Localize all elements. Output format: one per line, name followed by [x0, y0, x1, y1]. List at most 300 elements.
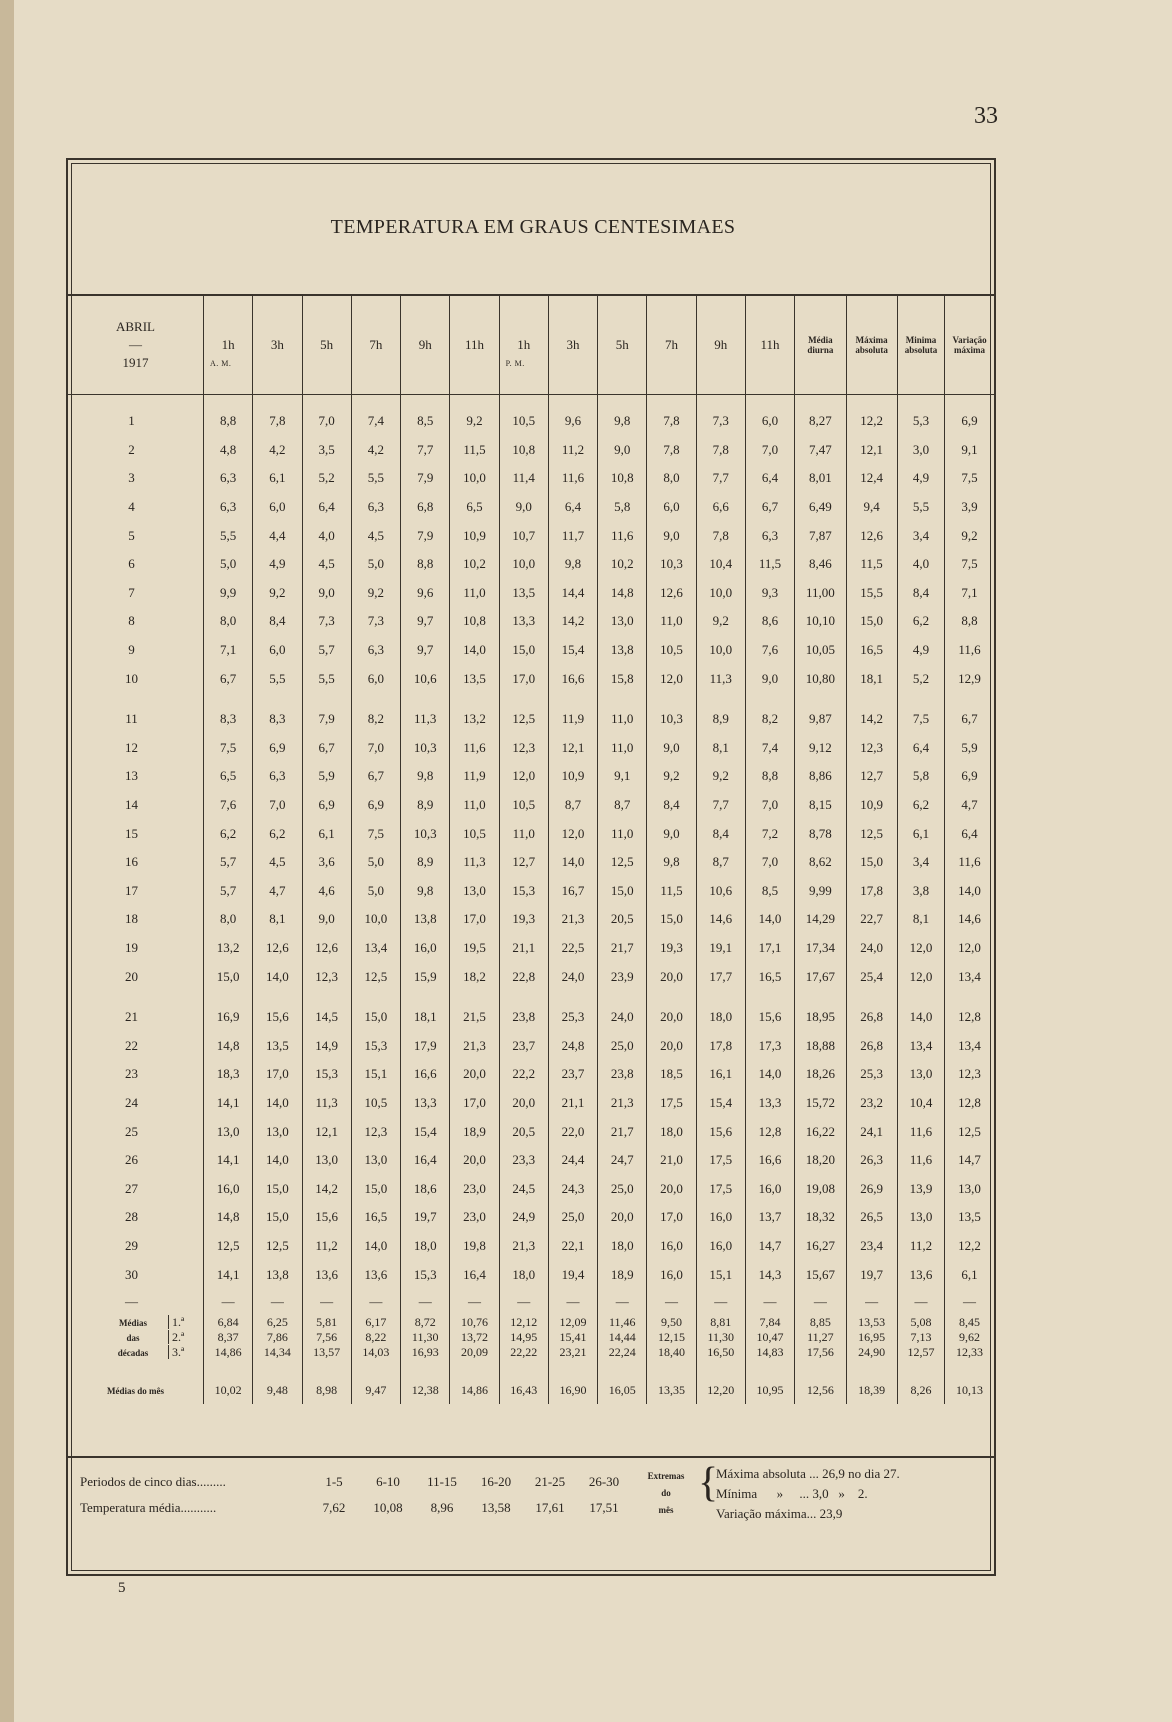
temp-cell: 21,3: [450, 1031, 499, 1060]
temp-cell: 10,2: [450, 550, 499, 579]
temp-cell: 10,9: [548, 762, 597, 791]
spacer-cell: [897, 395, 944, 408]
spacer-cell: [204, 991, 253, 1003]
temp-cell: 12,6: [302, 934, 351, 963]
temp-cell: 6,4: [302, 493, 351, 522]
temp-cell: 7,7: [696, 791, 745, 820]
temp-cell: 8,1: [253, 905, 302, 934]
decade-mean-cell: 11,30: [401, 1330, 450, 1345]
spacer-cell: [68, 395, 204, 408]
temp-cell: 6,49: [795, 493, 846, 522]
temp-cell: 17,0: [253, 1060, 302, 1089]
temp-cell: 15,0: [647, 905, 696, 934]
day-cell: 28: [125, 1209, 138, 1225]
temp-cell: 11,7: [548, 521, 597, 550]
temp-cell: 17,1: [745, 934, 794, 963]
temp-cell: 15,3: [401, 1260, 450, 1289]
spacer-cell: [548, 991, 597, 1003]
temp-cell: 15,0: [351, 1174, 400, 1203]
temp-cell: 10,5: [450, 819, 499, 848]
temp-cell: 8,4: [696, 819, 745, 848]
table-row: [68, 905, 994, 934]
temp-cell: 13,2: [204, 934, 253, 963]
temp-cell: 8,8: [745, 762, 794, 791]
spacer-cell: [647, 1360, 696, 1378]
temp-cell: 7,0: [745, 848, 794, 877]
temp-cell: 5,5: [897, 493, 944, 522]
temp-cell: 20,5: [598, 905, 647, 934]
temp-cell: 15,1: [351, 1060, 400, 1089]
temp-cell: 11,9: [548, 705, 597, 734]
temp-cell: 11,6: [598, 521, 647, 550]
temp-cell: 14,1: [204, 1089, 253, 1118]
temp-cell: 8,46: [795, 550, 846, 579]
spacer-cell: [745, 395, 794, 408]
temp-cell: 6,8: [401, 493, 450, 522]
table-row: [68, 521, 994, 550]
temp-cell: 8,7: [598, 791, 647, 820]
temp-cell: 8,7: [548, 791, 597, 820]
temp-cell: 4,9: [897, 464, 944, 493]
temp-cell: 4,5: [302, 550, 351, 579]
temp-cell: 12,0: [897, 934, 944, 963]
temp-cell: 14,6: [696, 905, 745, 934]
temp-cell: 12,0: [548, 819, 597, 848]
table-row: [68, 705, 994, 734]
dash-cell: —: [945, 1289, 994, 1315]
temp-cell: 10,4: [897, 1089, 944, 1118]
spacer-cell: [897, 693, 944, 705]
decade-mean-cell: 11,27: [795, 1330, 846, 1345]
temp-cell: 19,5: [450, 934, 499, 963]
table-row: [68, 1260, 994, 1289]
temp-cell: 17,51: [589, 1500, 619, 1515]
dash-cell: —: [696, 1289, 745, 1315]
spacer-cell: [548, 1360, 597, 1378]
temp-cell: 9,0: [647, 521, 696, 550]
temp-cell: 14,8: [598, 579, 647, 608]
temp-cell: 8,1: [897, 905, 944, 934]
temp-cell: 5,5: [302, 664, 351, 693]
temp-cell: 8,62: [795, 848, 846, 877]
temp-cell: 5,3: [897, 407, 944, 436]
table-row: [68, 877, 994, 906]
temp-cell: 8,27: [795, 407, 846, 436]
temp-cell: 6,7: [945, 705, 994, 734]
temp-cell: 11,2: [897, 1232, 944, 1261]
temp-cell: 8,2: [745, 705, 794, 734]
spacer-row: [68, 693, 994, 705]
dash-row: [68, 1289, 994, 1315]
spacer-cell: [897, 1360, 944, 1378]
temp-cell: 4,5: [351, 521, 400, 550]
temp-cell: 5,7: [204, 877, 253, 906]
day-cell: 10: [125, 670, 138, 686]
temp-cell: 13,4: [897, 1031, 944, 1060]
temp-cell: 9,3: [745, 579, 794, 608]
table-row: [68, 607, 994, 636]
spacer-cell: [68, 693, 204, 705]
temp-cell: 10,0: [696, 636, 745, 665]
day-cell: 13: [125, 768, 138, 784]
temp-cell: 3,4: [897, 848, 944, 877]
temp-cell: 8,4: [253, 607, 302, 636]
temp-cell: 24,8: [548, 1031, 597, 1060]
temp-cell: 11,0: [598, 734, 647, 763]
temp-cell: 4,9: [897, 636, 944, 665]
temp-cell: 14,2: [846, 705, 897, 734]
spacer-cell: [302, 1360, 351, 1378]
temp-cell: 7,5: [897, 705, 944, 734]
temp-cell: 5,7: [204, 848, 253, 877]
temp-cell: 8,5: [745, 877, 794, 906]
decade-mean-cell: 12,15: [647, 1330, 696, 1345]
temp-cell: 15,6: [302, 1203, 351, 1232]
decade-mean-cell: 13,57: [302, 1345, 351, 1360]
decade-mean-cell: 13,72: [450, 1330, 499, 1345]
temp-cell: 18,95: [795, 1003, 846, 1032]
temp-cell: 11,6: [548, 464, 597, 493]
periods-label: Periodos de cinco dias.........: [80, 1474, 226, 1489]
temp-cell: 15,4: [401, 1117, 450, 1146]
temp-cell: 10,3: [401, 734, 450, 763]
temp-cell: 13,5: [499, 579, 548, 608]
temp-cell: 9,6: [401, 579, 450, 608]
spacer-cell: [598, 991, 647, 1003]
temp-cell: 23,4: [846, 1232, 897, 1261]
temp-cell: 7,62: [322, 1500, 346, 1515]
temp-cell: 18,32: [795, 1203, 846, 1232]
temp-cell: 10,3: [647, 550, 696, 579]
temp-cell: 11,0: [647, 607, 696, 636]
temp-cell: 15,0: [253, 1203, 302, 1232]
temp-cell: 5,5: [351, 464, 400, 493]
decade-mean-cell: 7,86: [253, 1330, 302, 1345]
spacer-cell: [647, 395, 696, 408]
temp-cell: 16,0: [745, 1174, 794, 1203]
temp-cell: 25,4: [846, 962, 897, 991]
temp-cell: 16,5: [745, 962, 794, 991]
temp-cell: 5,2: [897, 664, 944, 693]
temp-cell: 15,67: [795, 1260, 846, 1289]
temp-cell: 15,1: [696, 1260, 745, 1289]
temp-cell: 15,4: [696, 1089, 745, 1118]
temp-cell: 9,8: [548, 550, 597, 579]
spacer-cell: [696, 991, 745, 1003]
temp-cell: 12,6: [846, 521, 897, 550]
temp-cell: 7,5: [945, 464, 994, 493]
table-row: [68, 464, 994, 493]
temp-cell: 24,0: [598, 1003, 647, 1032]
temp-cell: 6,3: [204, 464, 253, 493]
temp-cell: 16,4: [401, 1146, 450, 1175]
temp-cell: 15,6: [253, 1003, 302, 1032]
temp-cell: 7,7: [401, 436, 450, 465]
temp-cell: 9,1: [945, 436, 994, 465]
decade-mean-cell: 18,40: [647, 1345, 696, 1360]
spacer-cell: [499, 1360, 548, 1378]
temp-cell: 12,8: [745, 1117, 794, 1146]
month-mean-row: [68, 1378, 994, 1404]
decade-mean-cell: 16,50: [696, 1345, 745, 1360]
header-media-diurna: Média diurna: [795, 296, 846, 395]
temp-cell: 13,0: [598, 607, 647, 636]
temp-cell: 6,3: [351, 493, 400, 522]
temp-cell: 4,0: [302, 521, 351, 550]
decade-ordinal: 1.ª: [168, 1315, 184, 1329]
temp-cell: 4,5: [253, 848, 302, 877]
decade-mean-cell: 11,30: [696, 1330, 745, 1345]
temp-cell: 13,8: [598, 636, 647, 665]
temp-cell: 10,4: [696, 550, 745, 579]
temp-cell: 21,3: [499, 1232, 548, 1261]
temp-cell: 14,0: [745, 1060, 794, 1089]
period-cell: 21-25: [534, 1474, 566, 1489]
spacer-cell: [795, 693, 846, 705]
table-row: [68, 848, 994, 877]
decade-mean-label: [68, 1330, 204, 1345]
temp-cell: 8,86: [795, 762, 846, 791]
temp-cell: 6,1: [253, 464, 302, 493]
temp-cell: 14,7: [945, 1146, 994, 1175]
temp-cell: 14,0: [745, 905, 794, 934]
temp-cell: 23,8: [499, 1003, 548, 1032]
temp-cell: 7,0: [745, 436, 794, 465]
spacer-cell: [846, 1360, 897, 1378]
temp-cell: 18,0: [598, 1232, 647, 1261]
temp-cell: 7,3: [351, 607, 400, 636]
temp-cell: 5,2: [302, 464, 351, 493]
temp-cell: 8,96: [430, 1500, 454, 1515]
spacer-cell: [548, 395, 597, 408]
temp-cell: 16,7: [548, 877, 597, 906]
temp-cell: 15,0: [204, 962, 253, 991]
temp-cell: 12,5: [351, 962, 400, 991]
temp-cell: 7,0: [351, 734, 400, 763]
means-label-text: das: [126, 1332, 140, 1343]
spacer-cell: [302, 693, 351, 705]
temp-cell: 6,3: [204, 493, 253, 522]
temp-cell: 6,9: [302, 791, 351, 820]
temp-cell: 15,8: [598, 664, 647, 693]
month-mean-cell: 12,38: [401, 1378, 450, 1404]
am-label: A. M.: [210, 359, 232, 368]
decade-mean-cell: 23,21: [548, 1345, 597, 1360]
temp-cell: 19,7: [401, 1203, 450, 1232]
day-cell: 23: [125, 1066, 138, 1082]
spacer-cell: [68, 1360, 204, 1378]
temp-cell: 8,5: [401, 407, 450, 436]
temp-media-label: Temperatura média...........: [80, 1500, 217, 1515]
spacer-cell: [351, 1360, 400, 1378]
table-row: [68, 819, 994, 848]
temp-cell: 17,0: [450, 905, 499, 934]
temp-cell: 17,5: [696, 1146, 745, 1175]
temp-cell: 10,2: [598, 550, 647, 579]
spacer-cell: [598, 1360, 647, 1378]
temp-cell: 16,0: [647, 1260, 696, 1289]
decade-mean-cell: 8,81: [696, 1315, 745, 1330]
header-maxima-absoluta: Máxima absoluta: [846, 296, 897, 395]
decade-mean-row: [68, 1330, 994, 1345]
temp-cell: 15,4: [548, 636, 597, 665]
decade-mean-cell: 9,62: [945, 1330, 994, 1345]
dash-cell: —: [401, 1289, 450, 1315]
temp-cell: 10,6: [401, 664, 450, 693]
day-cell: 7: [128, 584, 135, 600]
temp-cell: 9,9: [204, 579, 253, 608]
temp-cell: 10,7: [499, 521, 548, 550]
temp-cell: 18,6: [401, 1174, 450, 1203]
temp-cell: 11,3: [450, 848, 499, 877]
temp-cell: 17,0: [647, 1203, 696, 1232]
dash-cell: —: [351, 1289, 400, 1315]
spacer-cell: [795, 1360, 846, 1378]
temp-cell: 7,5: [351, 819, 400, 848]
decade-mean-cell: 14,34: [253, 1345, 302, 1360]
header-minima-absoluta: Minima absoluta: [897, 296, 944, 395]
spacer-cell: [351, 991, 400, 1003]
temp-cell: 11,5: [745, 550, 794, 579]
temp-cell: 7,8: [696, 436, 745, 465]
temp-cell: 19,1: [696, 934, 745, 963]
temp-cell: 11,3: [302, 1089, 351, 1118]
temp-cell: 12,0: [945, 934, 994, 963]
temp-cell: 23,3: [499, 1146, 548, 1175]
temp-cell: 10,10: [795, 607, 846, 636]
header-hour-7pm: 7h: [647, 296, 696, 395]
temp-cell: 13,4: [945, 962, 994, 991]
temp-cell: 14,1: [204, 1260, 253, 1289]
decade-mean-cell: 16,95: [846, 1330, 897, 1345]
temp-cell: 10,5: [499, 791, 548, 820]
temp-cell: 18,0: [499, 1260, 548, 1289]
temp-cell: 6,5: [450, 493, 499, 522]
temp-cell: 7,47: [795, 436, 846, 465]
month-mean-cell: 10,95: [745, 1378, 794, 1404]
temp-cell: 22,8: [499, 962, 548, 991]
temp-cell: 10,6: [696, 877, 745, 906]
temp-cell: 14,8: [204, 1031, 253, 1060]
temp-cell: 15,3: [351, 1031, 400, 1060]
temp-cell: 6,4: [945, 819, 994, 848]
spacer-cell: [302, 395, 351, 408]
temp-cell: 7,1: [204, 636, 253, 665]
temp-cell: 15,5: [846, 579, 897, 608]
temp-cell: 13,2: [450, 705, 499, 734]
header-hour-5pm: 5h: [598, 296, 647, 395]
temp-cell: 19,4: [548, 1260, 597, 1289]
temp-cell: 5,9: [302, 762, 351, 791]
temp-cell: 6,1: [897, 819, 944, 848]
temp-cell: 9,7: [401, 607, 450, 636]
temp-cell: 11,3: [696, 664, 745, 693]
temp-cell: 15,0: [253, 1174, 302, 1203]
decade-mean-cell: 6,84: [204, 1315, 253, 1330]
temp-cell: 8,4: [647, 791, 696, 820]
spacer-cell: [745, 1360, 794, 1378]
decade-mean-cell: 20,09: [450, 1345, 499, 1360]
temp-cell: 9,0: [745, 664, 794, 693]
temp-cell: 18,9: [450, 1117, 499, 1146]
temp-cell: 20,5: [499, 1117, 548, 1146]
temp-cell: 8,6: [745, 607, 794, 636]
header-year: 1917: [122, 355, 149, 370]
temp-cell: 7,0: [302, 407, 351, 436]
temp-cell: 6,2: [253, 819, 302, 848]
temp-cell: 3,8: [897, 877, 944, 906]
temp-cell: 7,1: [945, 579, 994, 608]
temp-cell: 12,5: [598, 848, 647, 877]
decade-mean-cell: 22,24: [598, 1345, 647, 1360]
temp-cell: 10,5: [351, 1089, 400, 1118]
temp-cell: 7,4: [745, 734, 794, 763]
temp-cell: 6,3: [253, 762, 302, 791]
temp-cell: 21,5: [450, 1003, 499, 1032]
spacer-cell: [499, 395, 548, 408]
temp-cell: 17,34: [795, 934, 846, 963]
dash-cell: —: [897, 1289, 944, 1315]
temp-cell: 15,0: [598, 877, 647, 906]
temp-cell: 12,8: [945, 1003, 994, 1032]
temp-cell: 20,0: [647, 1003, 696, 1032]
spacer-cell: [846, 395, 897, 408]
day-cell: 8: [128, 613, 135, 629]
table-row: [68, 664, 994, 693]
temp-cell: 14,0: [253, 1089, 302, 1118]
temp-cell: 13,6: [897, 1260, 944, 1289]
spacer-cell: [696, 395, 745, 408]
temp-cell: 9,2: [450, 407, 499, 436]
temp-cell: 8,15: [795, 791, 846, 820]
temp-cell: 19,08: [795, 1174, 846, 1203]
temp-cell: 15,72: [795, 1089, 846, 1118]
day-cell: 17: [125, 882, 138, 898]
spacer-cell: [945, 693, 994, 705]
temp-cell: 17,0: [499, 664, 548, 693]
temp-cell: 13,0: [897, 1060, 944, 1089]
temp-cell: 6,0: [253, 636, 302, 665]
spacer-cell: [351, 693, 400, 705]
temp-cell: 14,0: [945, 877, 994, 906]
temp-cell: 17,3: [745, 1031, 794, 1060]
temp-cell: 5,0: [351, 550, 400, 579]
day-cell: 19: [125, 939, 138, 955]
temp-cell: 9,2: [945, 521, 994, 550]
decade-mean-row: [68, 1345, 994, 1360]
temp-cell: 10,8: [450, 607, 499, 636]
table-row: [68, 791, 994, 820]
temp-cell: 9,8: [401, 762, 450, 791]
temp-cell: 6,7: [204, 664, 253, 693]
temp-cell: 4,2: [351, 436, 400, 465]
dash-cell: —: [548, 1289, 597, 1315]
extremes-label: Extremas do mês: [647, 1471, 685, 1515]
temp-cell: 12,3: [302, 962, 351, 991]
temp-cell: 10,3: [401, 819, 450, 848]
header-variacao-maxima: Variação máxima: [945, 296, 994, 395]
temp-cell: 8,1: [696, 734, 745, 763]
temp-cell: 20,0: [647, 1031, 696, 1060]
temp-cell: 11,00: [795, 579, 846, 608]
day-cell: 21: [125, 1009, 138, 1025]
temp-cell: 9,12: [795, 734, 846, 763]
temp-cell: 6,9: [351, 791, 400, 820]
temp-cell: 9,8: [401, 877, 450, 906]
temp-cell: 16,4: [450, 1260, 499, 1289]
temp-cell: 16,0: [696, 1232, 745, 1261]
temp-cell: 22,1: [548, 1232, 597, 1261]
